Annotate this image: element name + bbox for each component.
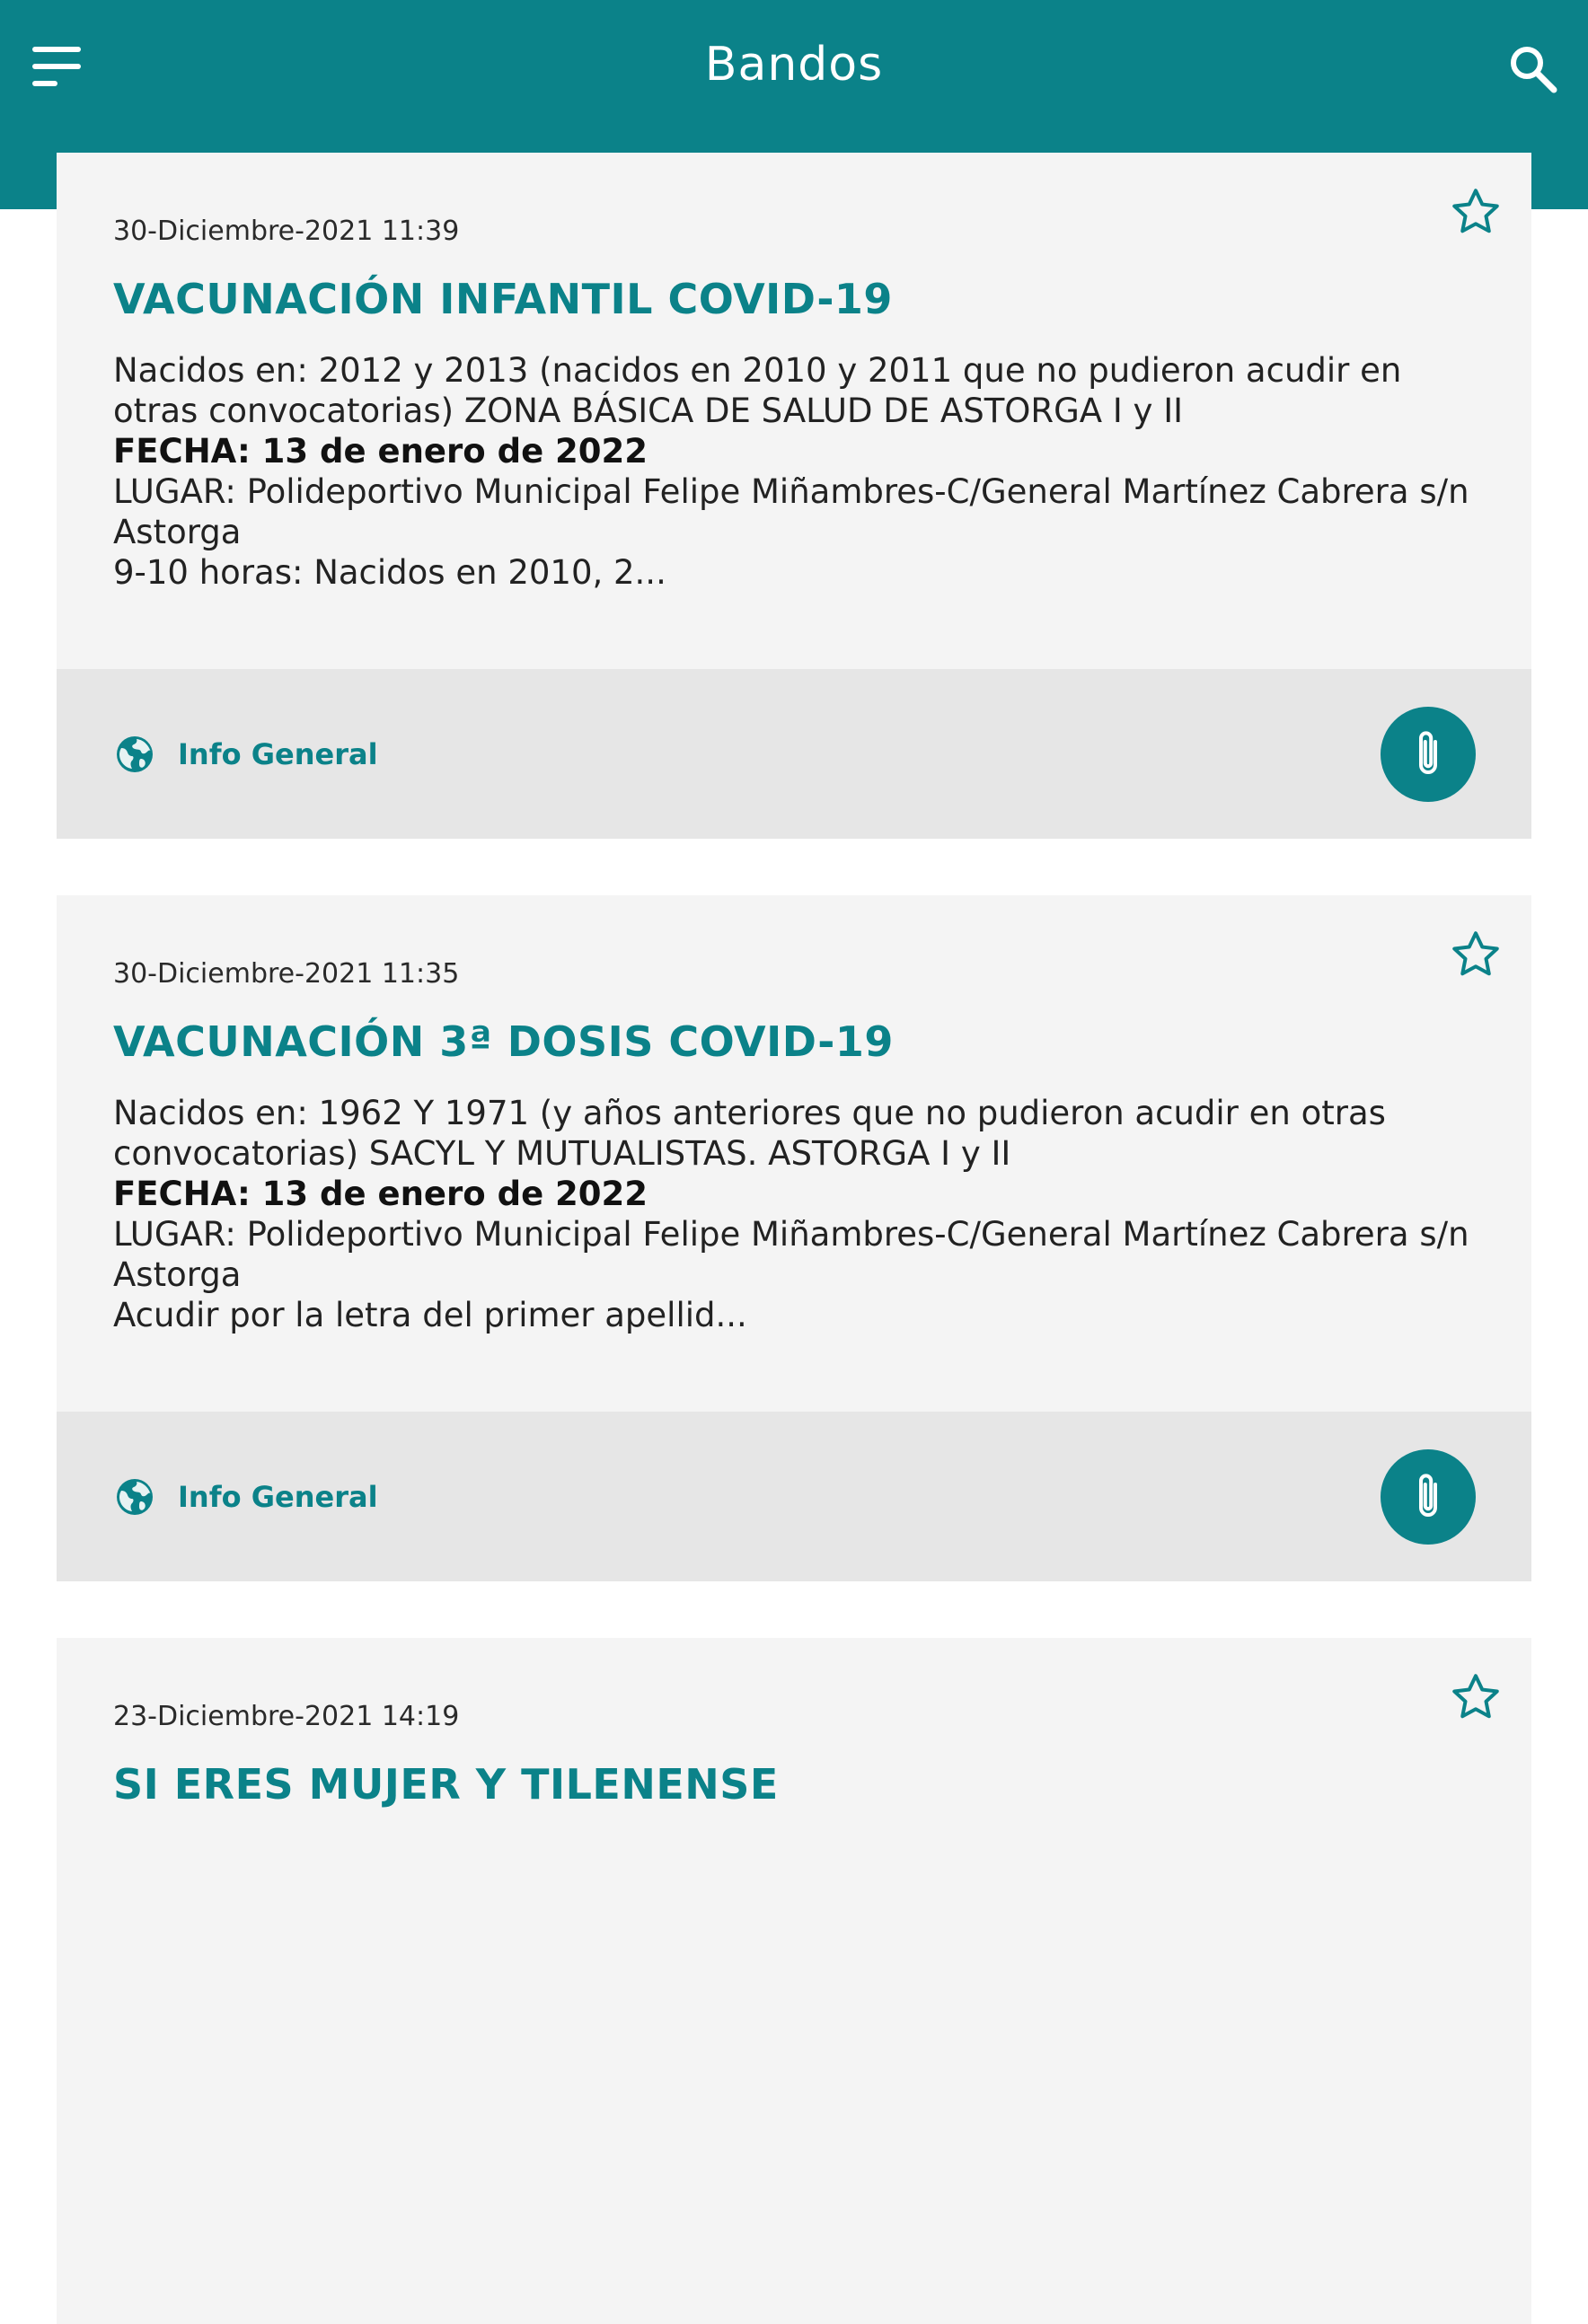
bando-lugar: LUGAR: Polideportivo Municipal Felipe Miñambres-C/General Martínez Cabrera s/n Astorga bbox=[113, 1215, 1469, 1294]
attachment-button[interactable] bbox=[1381, 1449, 1476, 1545]
search-icon[interactable] bbox=[1505, 41, 1559, 95]
bando-summary-line: Nacidos en: 2012 y 2013 (nacidos en 2010 y 2011 que no pudieron acudir en otras convocatorias) ZONA BÁSICA DE SALUD DE ASTORGA I y II bbox=[113, 351, 1402, 430]
bando-date: 30-Diciembre-2021 11:35 bbox=[113, 958, 460, 990]
favorite-star-icon[interactable] bbox=[1449, 1670, 1503, 1724]
category-label: Info General bbox=[178, 737, 378, 771]
bando-extra: 9-10 horas: Nacidos en 2010, 2... bbox=[113, 553, 666, 592]
paperclip-icon bbox=[1410, 1470, 1446, 1524]
bando-date: 30-Diciembre-2021 11:39 bbox=[113, 216, 460, 247]
bando-fecha: FECHA: 13 de enero de 2022 bbox=[113, 1175, 648, 1213]
bando-title[interactable]: VACUNACIÓN INFANTIL COVID-19 bbox=[113, 275, 893, 323]
bando-lugar: LUGAR: Polideportivo Municipal Felipe Miñambres-C/General Martínez Cabrera s/n Astorga bbox=[113, 472, 1469, 551]
attachment-button[interactable] bbox=[1381, 707, 1476, 802]
bando-card-footer bbox=[57, 669, 1531, 839]
bando-card[interactable] bbox=[57, 1638, 1531, 2324]
bando-card[interactable] bbox=[57, 153, 1531, 839]
paperclip-icon bbox=[1410, 727, 1446, 781]
page-title: Bandos bbox=[704, 38, 884, 92]
bando-date: 23-Diciembre-2021 14:19 bbox=[113, 1701, 460, 1732]
category-link[interactable] bbox=[113, 732, 378, 777]
bando-fecha: FECHA: 13 de enero de 2022 bbox=[113, 432, 648, 471]
category-label: Info General bbox=[178, 1480, 378, 1514]
bando-card-body[interactable] bbox=[57, 153, 1531, 669]
bando-summary-line: Nacidos en: 1962 Y 1971 (y años anteriores que no pudieron acudir en otras convocatorias) SACYL Y MUTUALISTAS. ASTORGA I y II bbox=[113, 1094, 1386, 1173]
bando-summary bbox=[113, 350, 1478, 593]
favorite-star-icon[interactable] bbox=[1449, 185, 1503, 239]
bando-card-body[interactable] bbox=[57, 895, 1531, 1412]
bando-card-footer bbox=[57, 1412, 1531, 1581]
bando-title[interactable]: SI ERES MUJER Y TILENENSE bbox=[113, 1760, 779, 1809]
favorite-star-icon[interactable] bbox=[1449, 928, 1503, 982]
bando-extra: Acudir por la letra del primer apellid... bbox=[113, 1296, 747, 1334]
globe-icon bbox=[113, 1475, 156, 1519]
bando-title[interactable]: VACUNACIÓN 3ª DOSIS COVID-19 bbox=[113, 1017, 894, 1066]
bando-summary bbox=[113, 1093, 1478, 1335]
category-link[interactable] bbox=[113, 1475, 378, 1519]
bando-card-body[interactable] bbox=[57, 1638, 1531, 2154]
globe-icon bbox=[113, 733, 156, 776]
bando-card[interactable] bbox=[57, 895, 1531, 1581]
